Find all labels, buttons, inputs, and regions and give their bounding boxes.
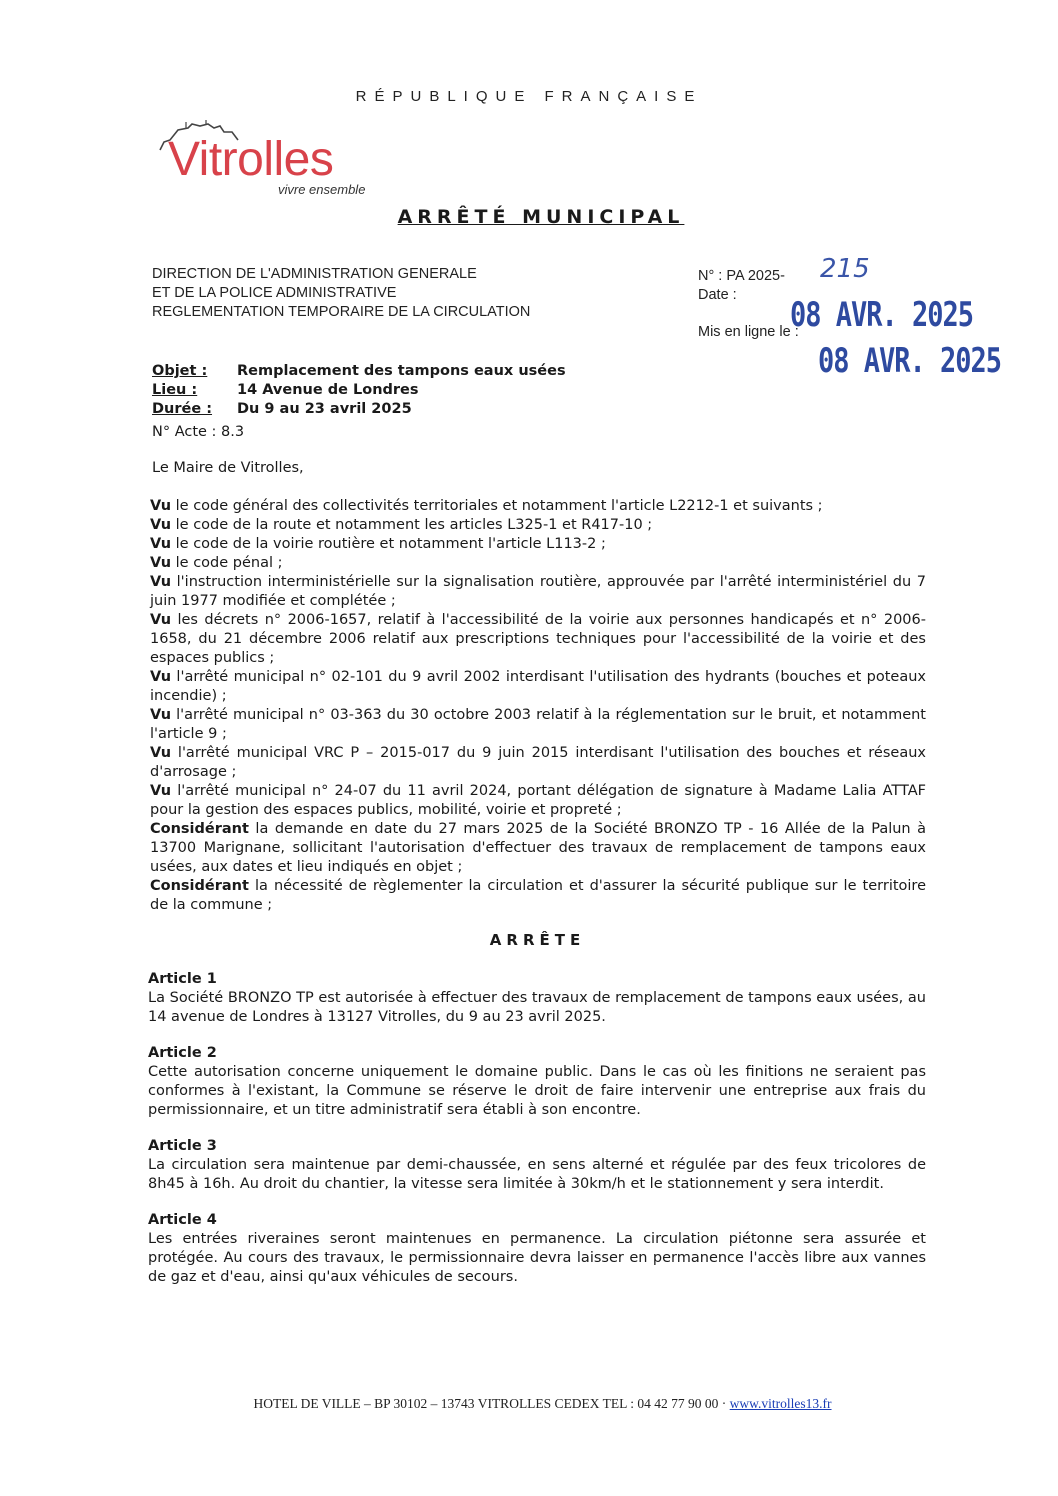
visa-lead: Vu (150, 555, 172, 571)
logo-vitrolles-text: Vitrolles (168, 133, 334, 186)
article-body: Cette autorisation concerne uniquement le domaine public. Dans le cas où les finitions ne seraient pas conformes à l'existant, la Commune se réserve le droit de faire intervenir une entreprise aux frais du permissionnaire, et un titre administratif sera établi à son encontre. (148, 1064, 926, 1118)
footer (0, 1396, 1058, 1412)
visa-lead: Vu (150, 612, 172, 628)
article-body: La circulation sera maintenue par demi-chaussée, en sens alterné et régulée par des feux tricolores de 8h45 à 16h. Au droit du chantier, la vitesse sera limitée à 30km/h et le stationnement y sera interdit. (148, 1157, 926, 1192)
visa-lead: Vu (150, 707, 172, 723)
visa-item (150, 668, 926, 706)
article (148, 970, 926, 1027)
lieu-value: 14 Avenue de Londres (237, 382, 419, 398)
objet-value: Remplacement des tampons eaux usées (237, 363, 566, 379)
duree-value: Du 9 au 23 avril 2025 (237, 401, 412, 417)
footer-address: HOTEL DE VILLE – BP 30102 – 13743 VITROLLES CEDEX TEL : 04 42 77 90 00 · (253, 1396, 727, 1411)
date-stamp: 08 AVR. 2025 (790, 296, 974, 335)
visa-text: la demande en date du 27 mars 2025 de la Société BRONZO TP - 16 Allée de la Palun à 13700 Marignane, sollicitant l'autorisation d'effectuer des travaux de remplacement de tampons eaux usées, aux dates et lieu indiqués en objet ; (150, 821, 926, 875)
visa-lead: Vu (150, 669, 172, 685)
document-title: ARRÊTÉ MUNICIPAL (397, 206, 685, 228)
maire-intro: Le Maire de Vitrolles, (152, 460, 304, 476)
visa-text: la nécessité de règlementer la circulation et d'assurer la sécurité publique sur le territoire de la commune ; (150, 878, 926, 913)
visa-text: l'arrêté municipal VRC P – 2015-017 du 9 juin 2015 interdisant l'utilisation des bouches et réseaux d'arrosage ; (150, 745, 926, 780)
visa-lead: Vu (150, 574, 172, 590)
direction-block (152, 265, 530, 322)
direction-line: DIRECTION DE L'ADMINISTRATION GENERALE (152, 266, 477, 282)
direction-line: ET DE LA POLICE ADMINISTRATIVE (152, 285, 397, 301)
visa-item (150, 535, 926, 554)
visa-item (150, 706, 926, 744)
logo-tagline: vivre ensemble (278, 182, 366, 197)
visa-item (150, 497, 926, 516)
article (148, 1211, 926, 1287)
visa-text: l'arrêté municipal n° 24-07 du 11 avril 2024, portant délégation de signature à Madame Lalia ATTAF pour la gestion des espaces publics, mobilité, voirie et propreté ; (150, 783, 926, 818)
republique-francaise-header: RÉPUBLIQUE FRANÇAISE (355, 88, 703, 105)
direction-line: REGLEMENTATION TEMPORAIRE DE LA CIRCULATION (152, 304, 531, 320)
articles-list (148, 970, 926, 1304)
duree-label: Durée : (152, 401, 213, 417)
visa-item (150, 820, 926, 877)
visa-text: le code pénal ; (171, 555, 283, 571)
visa-text: le code général des collectivités territoriales et notamment l'article L2212-1 et suivants ; (171, 498, 823, 514)
acte-number: N° Acte : 8.3 (152, 424, 245, 440)
visa-lead: Vu (150, 536, 172, 552)
visa-text: l'instruction interministérielle sur la signalisation routière, approuvée par l'arrêté interministériel du 7 juin 1977 modifiée et complétée ; (150, 574, 926, 609)
visa-item (150, 554, 926, 573)
lieu-label: Lieu : (152, 382, 198, 398)
visa-item (150, 782, 926, 820)
article-title: Article 4 (148, 1212, 217, 1228)
visa-item (150, 516, 926, 535)
visa-item (150, 573, 926, 611)
visa-text: le code de la voirie routière et notamment l'article L113-2 ; (171, 536, 606, 552)
online-label: Mis en ligne le : (698, 324, 799, 340)
visa-lead: Vu (150, 517, 172, 533)
objet-block (152, 362, 566, 419)
visas-list (150, 497, 926, 915)
online-date-stamp: 08 AVR. 2025 (818, 342, 1002, 381)
visa-lead: Considérant (150, 821, 249, 837)
visa-item (150, 877, 926, 915)
objet-label: Objet : (152, 363, 208, 379)
article-title: Article 1 (148, 971, 217, 987)
visa-item (150, 744, 926, 782)
visa-text: le code de la route et notamment les articles L325-1 et R417-10 ; (171, 517, 653, 533)
visa-text: l'arrêté municipal n° 03-363 du 30 octobre 2003 relatif à la réglementation sur le bruit, et notamment l'article 9 ; (150, 707, 926, 742)
visa-item (150, 611, 926, 668)
website-link[interactable]: www.vitrolles13.fr (729, 1396, 832, 1411)
article-title: Article 2 (148, 1045, 217, 1061)
date-label: Date : (698, 287, 737, 303)
article-title: Article 3 (148, 1138, 217, 1154)
article-body: La Société BRONZO TP est autorisée à effectuer des travaux de remplacement de tampons eaux usées, au 14 avenue de Londres à 13127 Vitrolles, du 9 au 23 avril 2025. (148, 990, 926, 1025)
article (148, 1044, 926, 1120)
article (148, 1137, 926, 1194)
visa-lead: Considérant (150, 878, 249, 894)
handwritten-reference-number: 215 (820, 254, 870, 284)
reference-number-label: N° : PA 2025- (698, 268, 785, 284)
visa-lead: Vu (150, 745, 172, 761)
visa-text: les décrets n° 2006-1657, relatif à l'accessibilité de la voirie aux personnes handicapés et n° 2006-1658, du 21 décembre 2006 relatif aux prescriptions techniques pour l'accessibilité de la voirie et des espaces publics ; (150, 612, 926, 666)
visa-text: l'arrêté municipal n° 02-101 du 9 avril 2002 interdisant l'utilisation des hydrants (bouches et poteaux incendie) ; (150, 669, 926, 704)
visa-lead: Vu (150, 498, 172, 514)
article-body: Les entrées riveraines seront maintenues en permanence. La circulation piétonne sera assurée et protégée. Au cours des travaux, le permissionnaire devra laisser en permanence l'accès libre aux vannes de gaz et d'eau, ainsi qu'aux véhicules de secours. (148, 1231, 926, 1285)
visa-lead: Vu (150, 783, 172, 799)
arrete-heading: ARRÊTE (489, 931, 586, 949)
